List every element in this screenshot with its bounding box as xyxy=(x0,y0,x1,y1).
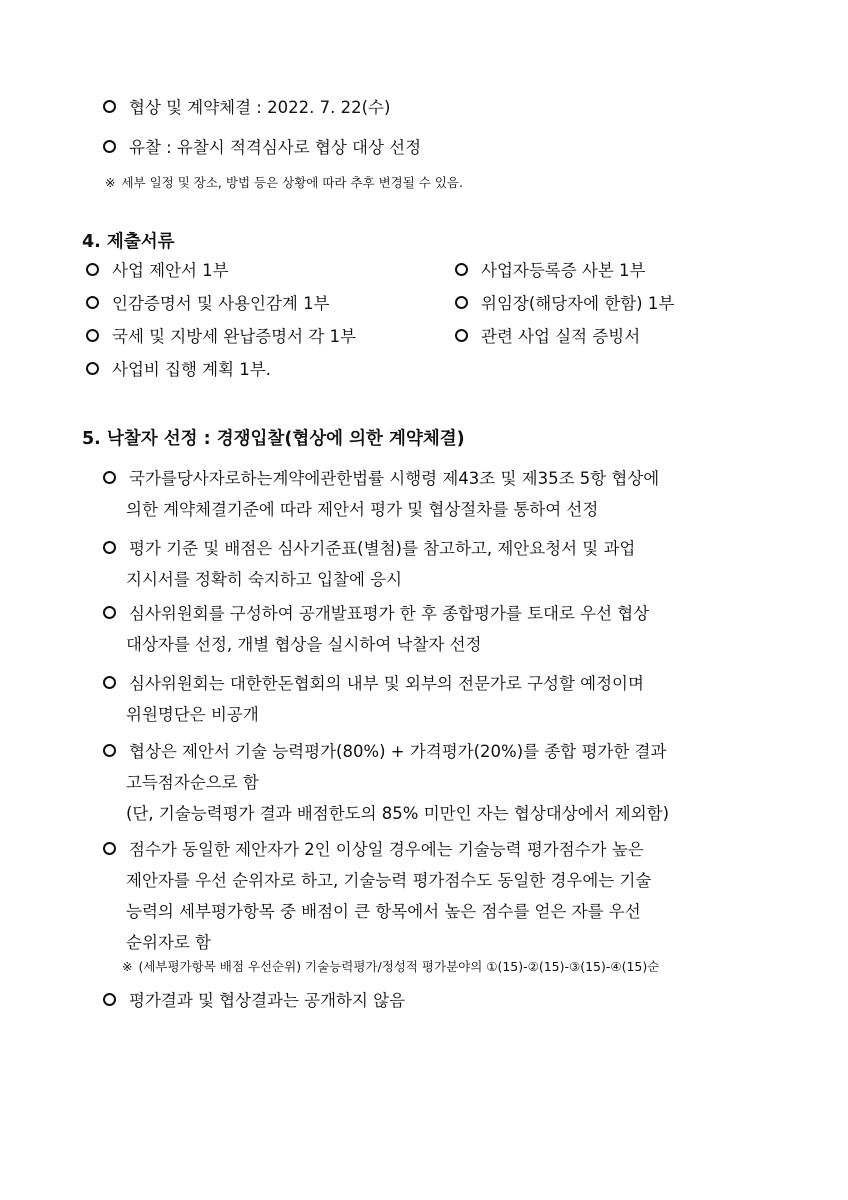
results-disclosure-line: 평가결과 및 협상결과는 공개하지 않음 xyxy=(103,989,405,1013)
doc-item-budget-plan: 사업비 집행 계획 1부. xyxy=(86,358,271,382)
priority-note: ※ (세부평가항목 배점 우선순위) 기술능력평가/정성적 평가분야의 ①(15)-②(15)-③(15)-④(15)순 xyxy=(122,957,659,977)
doc-item-business-registration: 사업자등록증 사본 1부 xyxy=(455,259,645,283)
circle-bullet-icon xyxy=(103,993,116,1006)
circle-bullet-icon xyxy=(455,329,468,342)
circle-bullet-icon xyxy=(103,541,116,554)
circle-bullet-icon xyxy=(103,842,116,855)
selection-paragraph-2: 평가 기준 및 배점은 심사기준표(별첨)를 참고하고, 제안요청서 및 과업 지시서를 정확히 숙지하고 입찰에 응시 xyxy=(103,533,635,595)
circle-bullet-icon xyxy=(86,329,99,342)
circle-bullet-icon xyxy=(103,744,116,757)
circle-bullet-icon xyxy=(103,140,116,153)
selection-paragraph-3: 심사위원회를 구성하여 공개발표평가 한 후 종합평가를 토대로 우선 협상 대상자를 선정, 개별 협상을 실시하여 낙찰자 선정 xyxy=(103,598,649,660)
doc-item-seal-certificate: 인감증명서 및 사용인감계 1부 xyxy=(86,292,330,316)
circle-bullet-icon xyxy=(103,676,116,689)
section4-title: 4. 제출서류 xyxy=(82,232,175,252)
selection-paragraph-5: 협상은 제안서 기술 능력평가(80%) + 가격평가(20%)를 종합 평가한 결과 고득점자순으로 함 (단, 기술능력평가 결과 배점한도의 85% 미만인 자는 협상대상에서 제외함) xyxy=(103,736,669,829)
circle-bullet-icon xyxy=(86,362,99,375)
circle-bullet-icon xyxy=(103,606,116,619)
schedule-note: ※ 세부 일정 및 장소, 방법 등은 상황에 따라 추후 변경될 수 있음. xyxy=(105,173,463,193)
selection-paragraph-6: 점수가 동일한 제안자가 2인 이상일 경우에는 기술능력 평가점수가 높은 제안자를 우선 순위자로 하고, 기술능력 평가점수도 동일한 경우에는 기술 능력의 세부평가항목 중 배점이 큰 항목에서 높은 점수를 얻은 자를 우선 순위자로 함 xyxy=(103,834,651,958)
bid-failure-line: 유찰 : 유찰시 적격심사로 협상 대상 선정 xyxy=(103,136,421,160)
circle-bullet-icon xyxy=(86,296,99,309)
circle-bullet-icon xyxy=(455,263,468,276)
circle-bullet-icon xyxy=(455,296,468,309)
doc-item-power-of-attorney: 위임장(해당자에 한함) 1부 xyxy=(455,292,674,316)
reference-mark-icon: ※ xyxy=(105,175,116,190)
doc-item-tax-certificate: 국세 및 지방세 완납증명서 각 1부 xyxy=(86,325,356,349)
doc-item-proposal: 사업 제안서 1부 xyxy=(86,259,229,283)
section5-title: 5. 낙찰자 선정 : 경쟁입찰(협상에 의한 계약체결) xyxy=(82,429,465,449)
contract-schedule-line: 협상 및 계약체결 : 2022. 7. 22(수) xyxy=(103,96,390,120)
selection-paragraph-1: 국가를당사자로하는계약에관한법률 시행령 제43조 및 제35조 5항 협상에 의한 계약체결기준에 따라 제안서 평가 및 협상절차를 통하여 선정 xyxy=(103,463,659,525)
circle-bullet-icon xyxy=(86,263,99,276)
circle-bullet-icon xyxy=(103,100,116,113)
selection-paragraph-4: 심사위원회는 대한한돈협회의 내부 및 외부의 전문가로 구성할 예정이며 위원명단은 비공개 xyxy=(103,668,644,730)
doc-item-performance-proof: 관련 사업 실적 증빙서 xyxy=(455,325,640,349)
reference-mark-icon: ※ xyxy=(122,959,133,974)
circle-bullet-icon xyxy=(103,471,116,484)
